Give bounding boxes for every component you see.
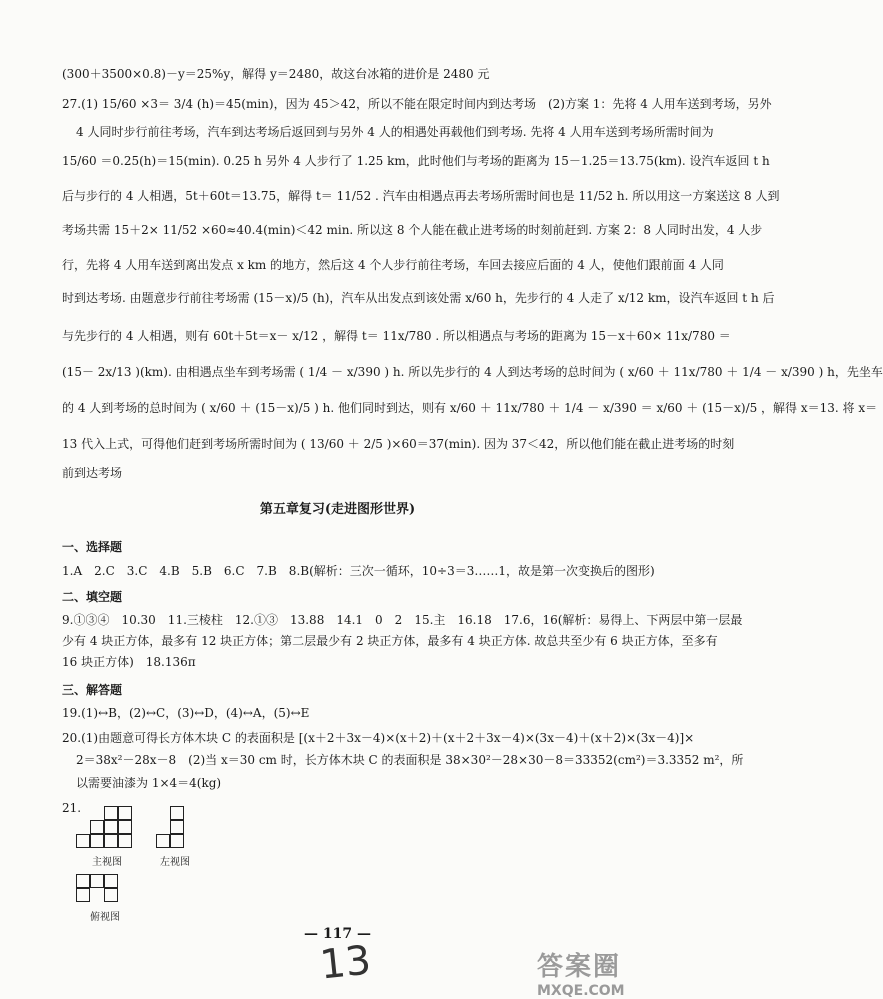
left-view-label: 左视图 [160, 857, 190, 868]
square-cell [170, 834, 184, 848]
square-cell [90, 820, 104, 834]
square-cell [76, 874, 90, 888]
text-line: 13 代入上式，可得他们赶到考场所需时间为 ( 13/60 ＋ 2/5 )×60＝37(min). 因为 37＜42，所以他们能在截止进考场的时刻 [62, 437, 735, 451]
square-cell [90, 874, 104, 888]
text-line: 行，先将 4 人用车送到离出发点 x km 的地方，然后这 4 个人步行前往考场，车回去接应后面的 4 人，使他们跟前面 4 人同 [62, 258, 724, 272]
square-cell [76, 834, 90, 848]
square-cell [170, 820, 184, 834]
question-21-label: 21. [62, 801, 82, 815]
square-cell [104, 820, 118, 834]
square-cell [90, 834, 104, 848]
section-heading-fill: 二、填空题 [62, 590, 123, 604]
square-cell [118, 834, 132, 848]
text-line: 前到达考场 [62, 466, 123, 480]
handwritten-number: 13 [317, 937, 374, 989]
front-view-figure [76, 806, 146, 854]
square-cell [104, 874, 118, 888]
square-cell [104, 806, 118, 820]
text-line: 4 人同时步行前往考场，汽车到达考场后返回到与另外 4 人的相遇处再载他们到考场. 先将 4 人用车送到考场所需时间为 [76, 125, 714, 139]
square-cell [104, 834, 118, 848]
fill-line: 少有 4 块正方体，最多有 12 块正方体；第二层最少有 2 块正方体，最多有 4 块正方体. 故总共至少有 6 块正方体，至多有 [62, 634, 718, 648]
answer-line: 19.(1)↔B，(2)↔C，(3)↔D，(4)↔A，(5)↔E [62, 706, 310, 720]
section-heading-choice: 一、选择题 [62, 540, 123, 554]
answer-line: 20.(1)由题意可得长方体木块 C 的表面积是 [(x＋2＋3x－4)×(x＋2)＋(x＋2＋3x－4)×(3x－4)＋(x＋2)×(3x－4)]× [62, 731, 695, 745]
text-line: (15－ 2x/13 )(km). 由相遇点坐车到考场需 ( 1/4 － x/390 ) h. 所以先步行的 4 人到达考场的总时间为 ( x/60 ＋ 11x/780 ＋ 1/4 － x/390 ) h，先坐车 [62, 365, 883, 379]
text-line: (300＋3500×0.8)－y＝25%y，解得 y＝2480，故这台冰箱的进价是 2480 元 [62, 67, 490, 81]
square-cell [118, 806, 132, 820]
fill-line: 9.①③④ 10.30 11.三棱柱 12.①③ 13.88 14.1 0 2 15.主 16.18 17.6，16(解析：易得上、下两层中第一层最 [62, 613, 743, 627]
top-view-label: 俯视图 [90, 912, 120, 923]
square-cell [170, 806, 184, 820]
text-line: 的 4 人到考场的总时间为 ( x/60 ＋ (15－x)/5 ) h. 他们同时到达，则有 x/60 ＋ 11x/780 ＋ 1/4 － x/390 ＝ x/60 ＋ (15－x)/5 ，解得 x＝13. 将 x＝ [62, 401, 878, 415]
left-view-figure [156, 806, 186, 854]
square-cell [156, 834, 170, 848]
text-line: 时到达考场. 由题意步行前往考场需 (15－x)/5 (h)，汽车从出发点到该处需 x/60 h，先步行的 4 人走了 x/12 km，设汽车返回 t h 后 [62, 291, 775, 305]
watermark-logo [537, 946, 657, 999]
text-line: 考场共需 15＋2× 11/52 ×60≈40.4(min)＜42 min. 所以这 8 个人能在截止进考场的时刻前赶到. 方案 2：8 人同时出发，4 人步 [62, 223, 763, 237]
watermark-top: 答案圈 [537, 952, 622, 982]
square-cell [104, 888, 118, 902]
square-cell [76, 888, 90, 902]
text-line: 与先步行的 4 人相遇，则有 60t＋5t＝x－ x/12 ，解得 t＝ 11x/780 . 所以相遇点与考场的距离为 15－x＋60× 11x/780 ＝ [62, 329, 731, 343]
chapter-title: 第五章复习(走进图形世界) [259, 502, 416, 517]
text-line: 后与步行的 4 人相遇，5t＋60t＝13.75，解得 t＝ 11/52 . 汽车由相遇点再去考场所需时间也是 11/52 h. 所以用这一方案送这 8 人到 [62, 189, 780, 203]
choice-answers: 1.A 2.C 3.C 4.B 5.B 6.C 7.B 8.B(解析：三次一循环，10÷3＝3……1，故是第一次变换后的图形) [62, 564, 655, 578]
fill-line: 16 块正方体) 18.136π [62, 655, 196, 669]
top-view-figure [76, 874, 136, 908]
watermark-bottom: MXQE.COM [537, 983, 625, 999]
answer-line: 以需要油漆为 1×4＝4(kg) [76, 776, 222, 790]
front-view-label: 主视图 [92, 857, 122, 868]
section-heading-answer: 三、解答题 [62, 683, 123, 697]
square-cell [118, 820, 132, 834]
text-line: 27.(1) 15/60 ×3＝ 3/4 (h)＝45(min)，因为 45＞42，所以不能在限定时间内到达考场 (2)方案 1：先将 4 人用车送到考场，另外 [62, 97, 772, 111]
text-line: 15/60 ＝0.25(h)＝15(min). 0.25 h 另外 4 人步行了 1.25 km，此时他们与考场的距离为 15－1.25＝13.75(km). 设汽车返回 t h [62, 154, 770, 168]
answer-line: 2＝38x²－28x－8 (2)当 x＝30 cm 时，长方体木块 C 的表面积是 38×30²－28×30－8＝33352(cm²)＝3.3352 m²，所 [76, 753, 744, 767]
page-number: — 117 — [304, 926, 371, 942]
